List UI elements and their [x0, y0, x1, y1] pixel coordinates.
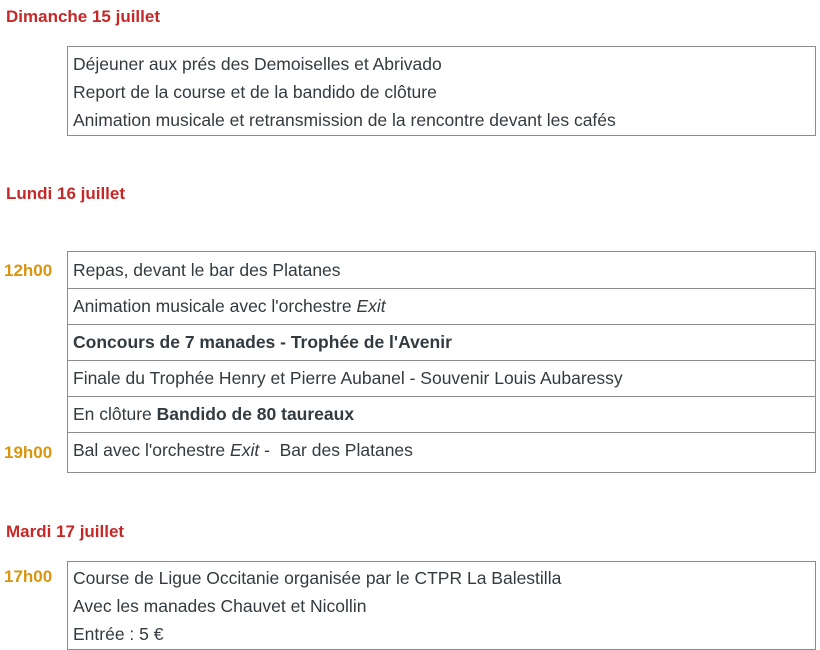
- day-title-sunday: Dimanche 15 juillet: [6, 7, 160, 26]
- event-line: Déjeuner aux prés des Demoiselles et Abrivado: [73, 54, 442, 74]
- monday-events-table: [67, 251, 816, 473]
- event-row: [68, 288, 815, 324]
- event-text: En clôture: [73, 404, 157, 424]
- event-text: Repas, devant le bar des Platanes: [73, 259, 341, 280]
- event-row: [68, 324, 815, 360]
- time-label-afternoon: 17h00: [4, 567, 53, 586]
- event-line: Animation musicale et retransmission de la rencontre devant les cafés: [73, 110, 616, 130]
- day-title-tuesday: Mardi 17 juillet: [6, 522, 125, 541]
- event-text: Concours de 7 manades - Trophée de l'Avenir: [73, 332, 452, 352]
- sunday-events-box: [67, 46, 816, 136]
- event-row: [68, 360, 815, 396]
- day-title-monday: Lundi 16 juillet: [6, 184, 126, 203]
- tuesday-events-box: [67, 561, 816, 650]
- event-row: [68, 432, 815, 468]
- event-line: Course de Ligue Occitanie organisée par le CTPR La Balestilla: [73, 568, 562, 588]
- event-line: Report de la course et de la bandido de clôture: [73, 82, 437, 102]
- orchestra-name: Exit: [356, 296, 386, 316]
- event-text: Bal avec l'orchestre: [73, 440, 231, 460]
- event-line: Entrée : 5 €: [73, 624, 164, 644]
- event-row: [68, 252, 815, 288]
- event-text: Animation musicale avec l'orchestre: [73, 296, 357, 316]
- orchestra-name: Exit: [230, 440, 260, 460]
- event-highlight: Bandido de 80 taureaux: [156, 404, 355, 424]
- time-label-noon: 12h00: [4, 261, 53, 280]
- event-line: Avec les manades Chauvet et Nicollin: [73, 596, 367, 616]
- event-text: - Bar des Platanes: [259, 440, 413, 460]
- time-label-evening: 19h00: [4, 443, 53, 462]
- event-text: Finale du Trophée Henry et Pierre Aubanel - Souvenir Louis Aubaressy: [73, 368, 623, 388]
- event-row: [68, 396, 815, 432]
